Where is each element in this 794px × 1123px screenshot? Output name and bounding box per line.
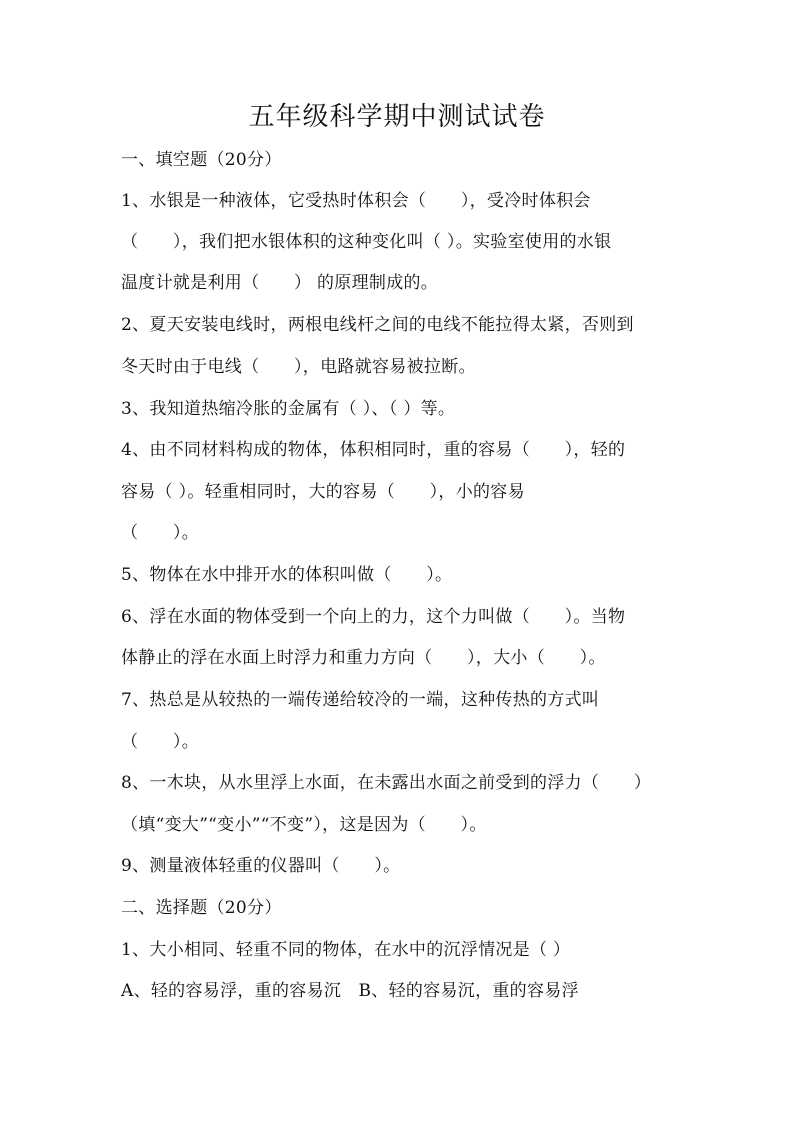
question-line: 温度计就是利用（ ） 的原理制成的。: [121, 273, 439, 293]
question-line: （ ）。: [121, 523, 199, 543]
question-line: 1、大小相同、轻重不同的物体，在水中的沉浮情况是（ ）: [121, 940, 571, 960]
question-line: 容易（ ）。轻重相同时，大的容易（ ），小的容易: [121, 482, 525, 502]
question-line: 7、热总是从较热的一端传递给较冷的一端，这种传热的方式叫: [121, 690, 600, 710]
question-line: 体静止的浮在水面上时浮力和重力方向（ ），大小（ ）。: [121, 648, 606, 668]
question-line: 3、我知道热缩冷胀的金属有（ ）、（ ）等。: [121, 399, 456, 419]
question-line: （ ），我们把水银体积的这种变化叫（ ）。实验室使用的水银: [121, 232, 612, 252]
answer-options-line: A、轻的容易浮，重的容易沉 B、轻的容易沉，重的容易浮: [121, 981, 579, 1001]
question-line: 5、物体在水中排开水的体积叫做（ ）。: [121, 565, 453, 585]
question-line: 冬天时由于电线（ ），电路就容易被拉断。: [121, 357, 476, 377]
question-line: 4、由不同材料构成的物体，体积相同时，重的容易（ ），轻的: [121, 440, 626, 460]
question-line: 8、一木块，从水里浮上水面，在未露出水面之前受到的浮力（ ）: [121, 773, 652, 793]
question-line: 6、浮在水面的物体受到一个向上的力，这个力叫做（ ）。当物: [121, 607, 626, 627]
section-heading-fill-in: 一、填空题（20分）: [121, 150, 282, 170]
question-line: 1、水银是一种液体，它受热时体积会（ ），受冷时体积会: [121, 191, 591, 211]
question-line: （填“变大”“变小”“不变”），这是因为（ ）。: [121, 815, 487, 835]
question-line: （ ）。: [121, 732, 199, 752]
exam-title: 五年级科学期中测试试卷: [248, 102, 546, 132]
question-line: 2、夏天安装电线时，两根电线杆之间的电线不能拉得太紧，否则到: [121, 315, 634, 335]
section-heading-multiple-choice: 二、选择题（20分）: [121, 898, 282, 918]
question-line: 9、测量液体轻重的仪器叫（ ）。: [121, 856, 401, 876]
